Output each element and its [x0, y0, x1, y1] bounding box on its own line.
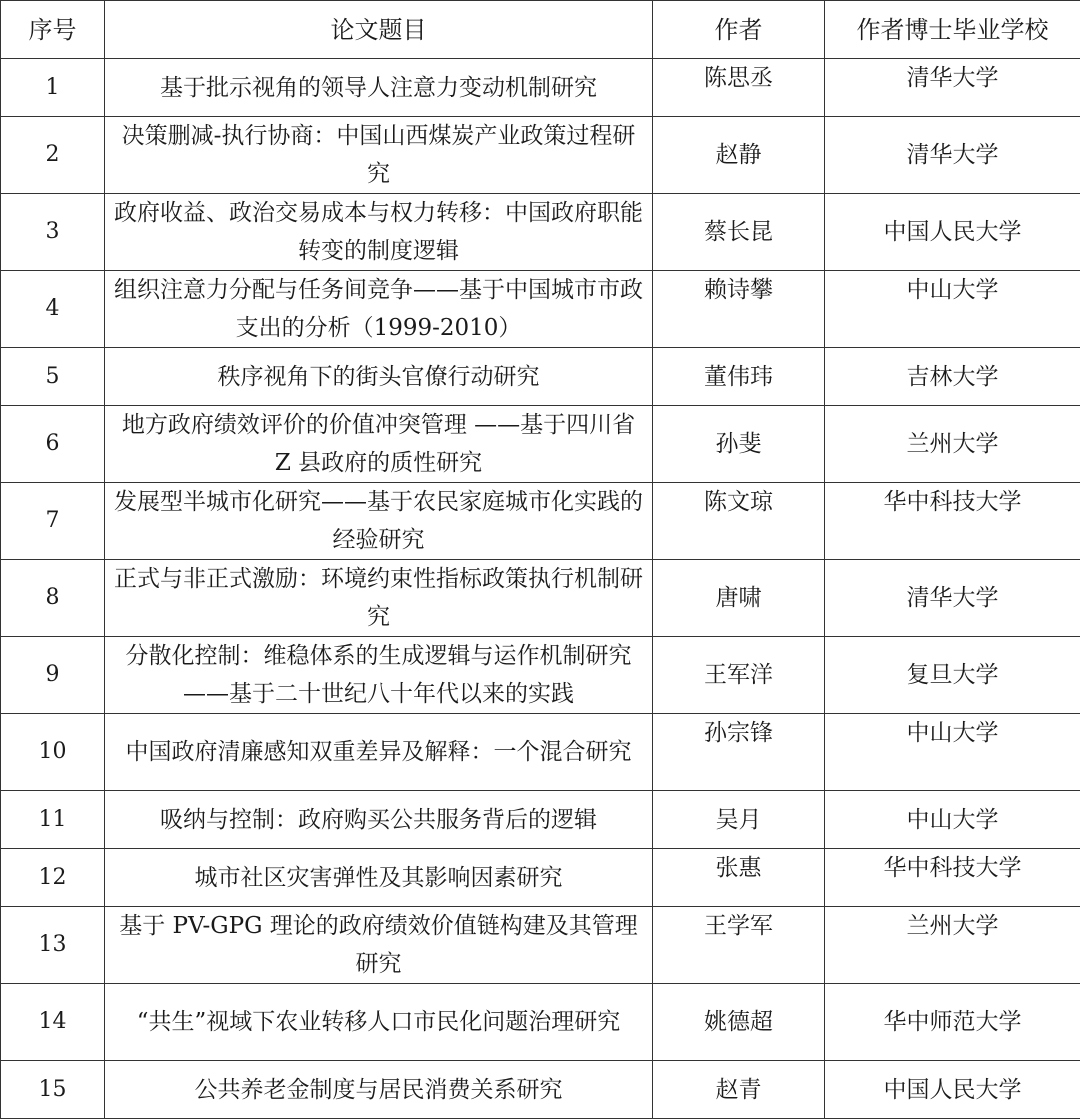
thesis-title: 发展型半城市化研究——基于农民家庭城市化实践的经验研究 — [105, 483, 653, 560]
table-row — [1, 984, 1080, 1061]
school-name: 兰州大学 — [825, 406, 1080, 483]
school-name: 华中科技大学 — [825, 483, 1080, 560]
thesis-title: 基于批示视角的领导人注意力变动机制研究 — [105, 59, 653, 117]
author-name: 王学军 — [653, 907, 825, 984]
thesis-title: 组织注意力分配与任务间竞争——基于中国城市市政支出的分析（1999-2010） — [105, 271, 653, 348]
header-school: 作者博士毕业学校 — [825, 1, 1080, 59]
table-row — [1, 714, 1080, 791]
thesis-title: 城市社区灾害弹性及其影响因素研究 — [105, 849, 653, 907]
table-row — [1, 194, 1080, 271]
school-name: 华中师范大学 — [825, 984, 1080, 1061]
header-title: 论文题目 — [105, 1, 653, 59]
table-row — [1, 59, 1080, 117]
header-no: 序号 — [1, 1, 105, 59]
table-row — [1, 117, 1080, 194]
school-name: 中国人民大学 — [825, 1061, 1080, 1119]
thesis-title: 中国政府清廉感知双重差异及解释：一个混合研究 — [105, 714, 653, 791]
author-name: 王军洋 — [653, 637, 825, 714]
author-name: 姚德超 — [653, 984, 825, 1061]
header-row — [1, 1, 1080, 59]
row-number: 1 — [1, 59, 105, 117]
author-name: 赵青 — [653, 1061, 825, 1119]
thesis-title: 政府收益、政治交易成本与权力转移：中国政府职能转变的制度逻辑 — [105, 194, 653, 271]
thesis-title: 公共养老金制度与居民消费关系研究 — [105, 1061, 653, 1119]
author-name: 董伟玮 — [653, 348, 825, 406]
school-name: 兰州大学 — [825, 907, 1080, 984]
thesis-title: 吸纳与控制：政府购买公共服务背后的逻辑 — [105, 791, 653, 849]
table-row — [1, 406, 1080, 483]
table-row — [1, 907, 1080, 984]
school-name: 复旦大学 — [825, 637, 1080, 714]
school-name: 中国人民大学 — [825, 194, 1080, 271]
school-name: 清华大学 — [825, 59, 1080, 117]
author-name: 吴月 — [653, 791, 825, 849]
school-name: 清华大学 — [825, 560, 1080, 637]
table-row — [1, 348, 1080, 406]
header-author: 作者 — [653, 1, 825, 59]
row-number: 14 — [1, 984, 105, 1061]
author-name: 唐啸 — [653, 560, 825, 637]
thesis-title: 正式与非正式激励：环境约束性指标政策执行机制研究 — [105, 560, 653, 637]
author-name: 赖诗攀 — [653, 271, 825, 348]
row-number: 11 — [1, 791, 105, 849]
author-name: 陈文琼 — [653, 483, 825, 560]
row-number: 12 — [1, 849, 105, 907]
table-row — [1, 560, 1080, 637]
author-name: 赵静 — [653, 117, 825, 194]
school-name: 中山大学 — [825, 714, 1080, 791]
school-name: 中山大学 — [825, 791, 1080, 849]
author-name: 孙宗锋 — [653, 714, 825, 791]
row-number: 5 — [1, 348, 105, 406]
row-number: 15 — [1, 1061, 105, 1119]
row-number: 4 — [1, 271, 105, 348]
school-name: 中山大学 — [825, 271, 1080, 348]
row-number: 2 — [1, 117, 105, 194]
table-row — [1, 791, 1080, 849]
row-number: 13 — [1, 907, 105, 984]
row-number: 9 — [1, 637, 105, 714]
row-number: 8 — [1, 560, 105, 637]
school-name: 华中科技大学 — [825, 849, 1080, 907]
row-number: 7 — [1, 483, 105, 560]
table-row — [1, 849, 1080, 907]
table-row — [1, 637, 1080, 714]
table-row — [1, 483, 1080, 560]
thesis-title: 基于 PV-GPG 理论的政府绩效价值链构建及其管理研究 — [105, 907, 653, 984]
row-number: 6 — [1, 406, 105, 483]
author-name: 张惠 — [653, 849, 825, 907]
author-name: 蔡长昆 — [653, 194, 825, 271]
table-row — [1, 1061, 1080, 1119]
thesis-title: 决策删减-执行协商：中国山西煤炭产业政策过程研究 — [105, 117, 653, 194]
author-name: 孙斐 — [653, 406, 825, 483]
author-name: 陈思丞 — [653, 59, 825, 117]
row-number: 10 — [1, 714, 105, 791]
thesis-title: 分散化控制：维稳体系的生成逻辑与运作机制研究——基于二十世纪八十年代以来的实践 — [105, 637, 653, 714]
school-name: 清华大学 — [825, 117, 1080, 194]
thesis-title: 秩序视角下的街头官僚行动研究 — [105, 348, 653, 406]
school-name: 吉林大学 — [825, 348, 1080, 406]
thesis-title: “共生”视域下农业转移人口市民化问题治理研究 — [105, 984, 653, 1061]
row-number: 3 — [1, 194, 105, 271]
table-row — [1, 271, 1080, 348]
thesis-title: 地方政府绩效评价的价值冲突管理 ——基于四川省 Z 县政府的质性研究 — [105, 406, 653, 483]
